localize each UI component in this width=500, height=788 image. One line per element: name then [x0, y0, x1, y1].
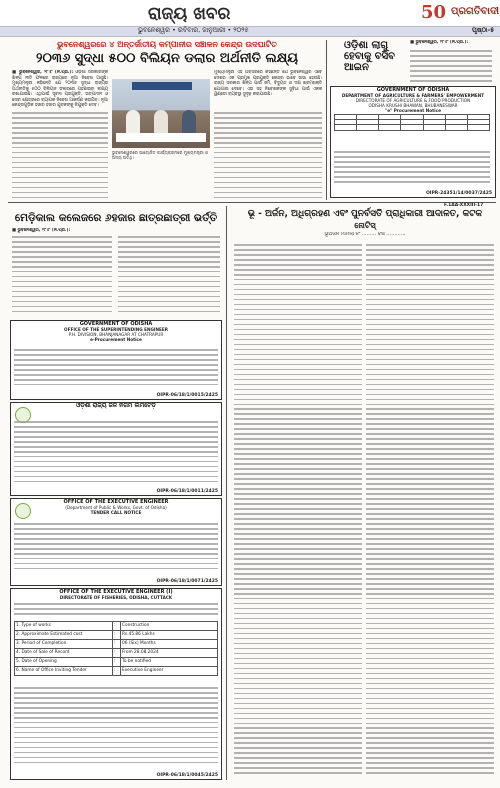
fisheries-tender-table: 1. Type of works : Construction 2. Approximate Estimated cost : Rs.45.86 Lakhs 3. Period of Completion : 06 (Six) Months 4. Date of Sale of Record : From 28.08.2024 5. Date of Opening : To be notified 6. Name of Office Inviting Tender : Executive Engineer [14, 621, 218, 676]
person-figure-1 [126, 110, 140, 134]
brand-name: ପ୍ରଗତିବାଦୀ [451, 6, 500, 17]
lead-headline: ୨୦୩୬ ସୁଦ୍ଧା ୫୦୦ ବିଲିୟନ ଡଲାର ଅର୍ଥନୀତି ଲକ୍ଷ୍ୟ [35, 51, 298, 66]
works-tender-title: OFFICE OF THE EXECUTIVE ENGINEER [63, 499, 169, 505]
agri-tender-notice: "e" Procurement Notice [385, 108, 441, 113]
phd-tender-notice-label: e-Procurement Notice [90, 337, 142, 342]
side-body [410, 50, 492, 84]
column-divider [326, 40, 327, 200]
notice-body-right [366, 244, 494, 778]
agriculture-tender-notice [330, 86, 496, 198]
agri-tender-place: ODISHA KRUSHI BHAWAN, BHUBANESWAR [368, 103, 458, 108]
works-tender-body [14, 523, 218, 575]
works-tender-notice-label: TENDER CALL NOTICE [90, 510, 142, 515]
person-figure-2 [154, 110, 168, 134]
photo-table [116, 133, 206, 142]
side-dateline: ■ ଭୁବନେଶ୍ୱର, ୨୮।୮ (ନି.ପ୍ର.): [410, 40, 469, 45]
second-dateline: ■ ଭୁବନେଶ୍ୱର, ୨୮।୮ (ନି.ପ୍ର.): [12, 228, 71, 233]
fisheries-tender-intro [14, 603, 218, 617]
agri-tender-ref: OIPR-24351/14/0037/2425 [425, 191, 492, 196]
person-figure-3 [182, 110, 196, 134]
agri-tender-body [334, 151, 490, 187]
column-divider-2 [226, 206, 227, 780]
agri-tender-table [334, 114, 490, 131]
works-tender-sub: (Department of Public & Works, Govt. of Odisha) [65, 505, 167, 510]
agri-tender-sub: DIRECTORATE OF AGRICULTURE & FOOD PRODUCTION [355, 98, 471, 103]
lead-body-left-text: ଓଡ଼ିଶା ସରକାରଙ୍କ ଶିଳ୍ପ ନୀତି ଫଳରେ ରାଜ୍ୟରେ ନୂଆ ନିବେଶ ଆସୁଛି। ମୁଖ୍ୟମନ୍ତ୍ରୀ କହିଛନ୍ତି ଯେ ୨୦୩୬ ସୁଦ୍ଧା ରାଜ୍ୟର ଅର୍ଥନୀତିକୁ ୫୦୦ ବିଲିୟନ ଡଲାରରେ ପହଞ୍ଚାଇବା ଲକ୍ଷ୍ୟ ରଖାଯାଇଛି। ଏଥିପାଇଁ ସୂଚନା ପ୍ରଯୁକ୍ତି, ଉତ୍ପାଦନ ଓ ସେବା କ୍ଷେତ୍ରରେ ବ୍ୟାପକ ନିବେଶ ଆକର୍ଷଣ କରାଯିବ। ନୂଆ କେନ୍ଦ୍ରଗୁଡ଼ିକ ହଜାର ହଜାର ଯୁବକଙ୍କୁ ନିଯୁକ୍ତି ଦେବ। [12, 70, 108, 108]
fisheries-tender-body [14, 687, 218, 767]
second-body-right [118, 236, 220, 316]
agri-tender-title: GOVERNMENT OF ODISHA [376, 87, 450, 93]
fisheries-tender-ref: OIPR-06/18/1/0045/2425 [156, 773, 218, 778]
notice-ref: F.1AA-XXXIII-17 [444, 203, 484, 208]
notice-case-line: ଭୂଅର୍ଜନ ମାମଲା ନଂ ......... ବର୍ଷ ............ [324, 232, 406, 237]
photo-banner [132, 82, 192, 90]
phd-tender-sub: P.H. DIVISION, BHANJANAGAR AT CHATRAPUR [68, 332, 164, 337]
logo-number: 50 [421, 2, 447, 23]
water-corp-title: ଓଡ଼ିଶା ରାଜ୍ୟ ଜଳ ନିଗମ ଲିମିଟେଡ଼ [76, 402, 156, 409]
phd-tender-body [14, 349, 218, 387]
water-corp-ref: OIPR-06/18/1/0011/2425 [156, 489, 218, 494]
date-bar [0, 26, 500, 37]
photo-caption: ଭୁବନେଶ୍ୱରରେ ଆୟୋଜିତ କାର୍ଯ୍ୟକ୍ରମରେ ମୁଖ୍ୟମନ୍ତ୍ରୀ ଓ ଅନ୍ୟ ଅତିଥି। [112, 150, 208, 161]
water-corp-tender-notice [10, 402, 222, 496]
fisheries-tender-notice [10, 588, 222, 780]
lead-body-right-text: ମୁଖ୍ୟମନ୍ତ୍ରୀ ଏହି ଅବସରରେ କହିଛନ୍ତି ଯେ ଭୁବନେଶ୍ୱର ଏବେ ଦେଶର ଏକ ପ୍ରମୁଖ ପ୍ରଯୁକ୍ତି କେନ୍ଦ୍ର ଭାବେ ଉଭା ହେଉଛି। ରାଜ୍ୟ ସରକାର ଶିଳ୍ପ ପାଇଁ ଜମି, ବିଦ୍ୟୁତ ଓ ଦକ୍ଷ ଶ୍ରମଶକ୍ତି ଯୋଗାଇ ଦେବେ। ଏହା ସହ ନିବେଶକଙ୍କ ସୁବିଧା ପାଇଁ ଏକକ ୱିଣ୍ଡୋ ବ୍ୟବସ୍ଥା ସୁଦୃଢ଼ କରାଯାଉଛି। [214, 70, 322, 97]
phd-tender-title: GOVERNMENT OF ODISHA [79, 321, 153, 327]
phd-tender-notice [10, 320, 222, 400]
second-body-left [12, 236, 112, 316]
notice-subline: ନୋଟିସ୍ [354, 221, 376, 230]
newspaper-logo-icon [420, 1, 450, 23]
horizontal-divider [8, 202, 496, 203]
phd-tender-office: OFFICE OF THE SUPERINTENDING ENGINEER [64, 327, 168, 332]
side-headline: ଓଡ଼ିଶା ଲାଗୁ ହେବାକୁ ବସିବ ଆଇନ [344, 40, 395, 73]
lead-dateline: ■ ଭୁବନେଶ୍ୱର, ୨୮।୮ (ନି.ପ୍ର.): [12, 70, 74, 75]
odisha-seal-icon [15, 503, 31, 519]
second-headline: ମେଡ଼ିକାଲ କଲେଜରେ ୬ହଜାର ଛାତ୍ରଛାତ୍ରୀ ଭର୍ତ୍ତି [14, 212, 218, 224]
notice-headline: ଭୂ - ଅର୍ଜନ, ଅଧିଗ୍ରହଣ ଏବଂ ପୁନର୍ବସତି ପ୍ରାଧିକାରୀ ଆଦାଳତ, କଟକ [247, 209, 483, 219]
lead-body-right-continued [214, 112, 322, 208]
water-corp-body [14, 421, 218, 485]
lead-photo [112, 79, 210, 148]
lead-kicker: ଭୁବନେଶ୍ୱରରେ ୪ ଅନ୍ତର୍ଜାତୀୟ କମ୍ପାନୀର ସଞ୍ଚାଳନ କେନ୍ଦ୍ର ଉଦଘାଟିତ [57, 40, 277, 49]
fisheries-tender-sub: DIRECTORATE OF FISHERIES, ODISHA, CUTTACK [59, 595, 173, 600]
lead-body-left-continued [12, 112, 108, 208]
agri-tender-office: DEPARTMENT OF AGRICULTURE & FARMERS' EMPOWERMENT [341, 93, 485, 98]
dateline: ଭୁବନେଶ୍ୱର • ରବିବାର, ଜାନୁଆରୀ • ୨୦୨୫ [138, 26, 249, 34]
page-number: ପୃଷ୍ଠା-୫ [472, 26, 495, 34]
notice-body-left [234, 244, 362, 778]
works-tender-notice [10, 498, 222, 586]
section-title: ରାଜ୍ୟ ଖବର [148, 4, 231, 24]
fisheries-tender-title: OFFICE OF THE EXECUTIVE ENGINEER (I) [59, 589, 173, 595]
works-tender-ref: OIPR-06/18/1/0071/2425 [156, 579, 218, 584]
masthead [0, 0, 500, 26]
phd-tender-ref: OIPR-06/18/1/0015/2425 [156, 393, 218, 398]
